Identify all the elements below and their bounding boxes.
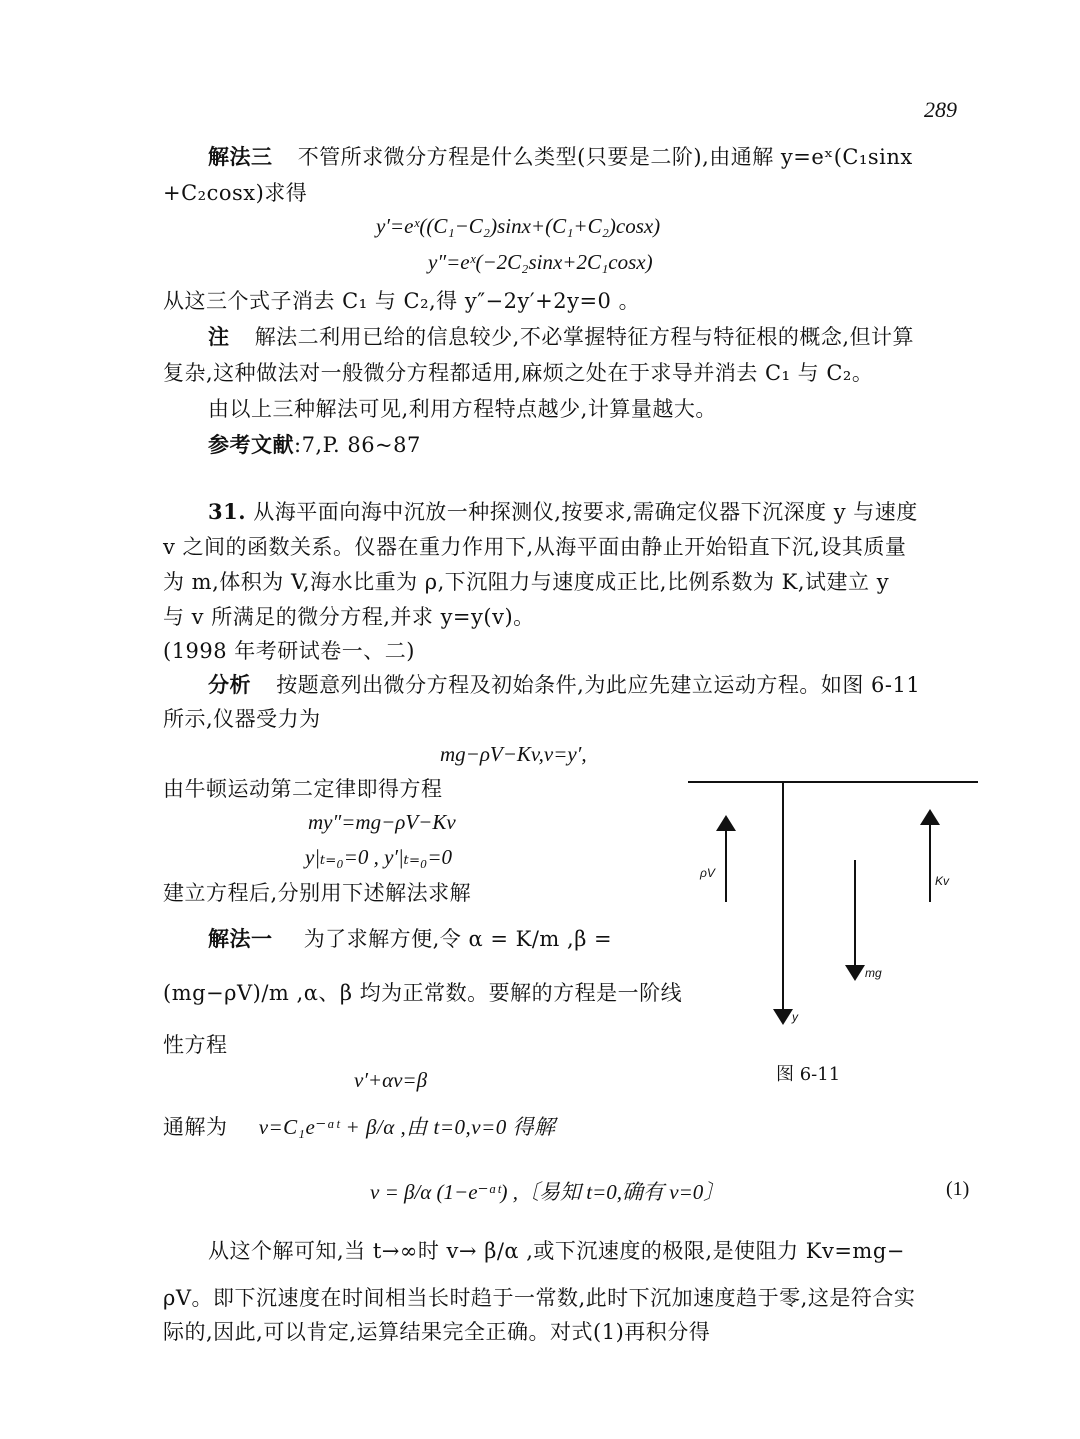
label-rho-v: ρV (700, 866, 715, 880)
problem-31-line (208, 497, 918, 527)
problem-text: v 之间的函数关系。仪器在重力作用下,从海平面由静止开始铅直下沉,设其质量 (163, 535, 907, 559)
general-solution-label: 通解为 (163, 1115, 228, 1139)
solution-one-heading: 解法一 (208, 926, 273, 951)
note-text: 解法二利用已给的信息较少,不必掌握特征方程与特征根的概念,但计算 (254, 325, 915, 349)
equation-linear: v′+αv=β (354, 1068, 428, 1092)
text-line: 由以上三种解法可见,利用方程特点越少,计算量越大。 (208, 397, 717, 421)
problem-text: 为 m,体积为 V,海水比重为 ρ,下沉阻力与速度成正比,比例系数为 K,试建立 y (163, 570, 890, 594)
solution-one-line (208, 924, 612, 954)
label-y: y (792, 1010, 798, 1024)
analysis-text: 所示,仪器受力为 (163, 707, 321, 731)
problem-number: 31. (208, 499, 247, 524)
equation-force: mg−ρV−Kv,v=y′, (440, 742, 587, 766)
equation-solution: v = β/α (1−e⁻ᵅᵗ) ,〔易知 t=0,确有 v=0〕 (370, 1180, 725, 1204)
analysis-heading: 分析 (208, 672, 251, 697)
analysis-line (208, 670, 920, 700)
solution-one-text: 性方程 (163, 1033, 228, 1057)
equation-y-prime: y′=eˣ((C₁−C₂)sinx+(C₁+C₂)cosx) (376, 214, 661, 238)
paragraph-text: 从这个解可知,当 t→∞时 v→ β/α ,或下沉速度的极限,是使阻力 Kv=mg− (208, 1239, 905, 1263)
problem-source: (1998 年考研试卷一、二) (163, 639, 416, 663)
paragraph-text: ρV。即下沉速度在时间相当长时趋于一常数,此时下沉加速度趋于零,这是符合实 (163, 1286, 916, 1310)
reference-heading: 参考文献 (208, 432, 294, 457)
equation-number: (1) (946, 1178, 970, 1200)
solution-one-text: 为了求解方便,令 α = K/m ,β = (303, 927, 613, 951)
figure-6-11 (680, 770, 990, 1070)
general-solution-line (163, 1112, 556, 1142)
text-line: 从这三个式子消去 C₁ 与 C₂,得 y″−2y′+2y=0 。 (163, 289, 641, 313)
problem-text: 与 v 所满足的微分方程,并求 y=y(v)。 (163, 605, 535, 629)
equation-initial-conditions: y|ₜ₌₀=0 , y′|ₜ₌₀=0 (305, 845, 452, 869)
figure-caption: 图 6-11 (776, 1064, 841, 1085)
equation-y-double-prime: y″=eˣ(−2C₂sinx+2C₁cosx) (428, 250, 653, 274)
solution-three-text: 不管所求微分方程是什么类型(只要是二阶),由通解 y=eˣ(C₁sinx (297, 145, 913, 169)
reference-line (208, 430, 421, 460)
general-solution-equation: v=C₁e⁻ᵅᵗ + β/α ,由 t=0,v=0 得解 (258, 1115, 556, 1139)
text-line: 由牛顿运动第二定律即得方程 (163, 777, 443, 801)
text-line: 建立方程后,分别用下述解法求解 (163, 881, 472, 905)
solution-three-heading: 解法三 (208, 144, 273, 169)
solution-three-line (208, 142, 913, 172)
label-mg: mg (865, 966, 882, 980)
analysis-text: 按题意列出微分方程及初始条件,为此应先建立运动方程。如图 6-11 (276, 673, 921, 697)
note-text-continued: 复杂,这种做法对一般微分方程都适用,麻烦之处在于求导并消去 C₁ 与 C₂。 (163, 361, 874, 385)
note-heading: 注 (208, 324, 230, 349)
problem-text: 从海平面向海中沉放一种探测仪,按要求,需确定仪器下沉深度 y 与速度 (253, 500, 918, 524)
note-line (208, 322, 914, 352)
paragraph-text: 际的,因此,可以肯定,运算结果完全正确。对式(1)再积分得 (163, 1320, 711, 1344)
page-number: 289 (924, 97, 957, 122)
label-kv: Kv (935, 874, 950, 888)
equation-newton: my″=mg−ρV−Kv (308, 810, 456, 834)
solution-one-text: (mg−ρV)/m ,α、β 均为正常数。要解的方程是一阶线 (163, 981, 683, 1005)
reference-text: :7,P. 86~87 (294, 433, 421, 457)
text-line: +C₂cosx)求得 (163, 181, 308, 205)
